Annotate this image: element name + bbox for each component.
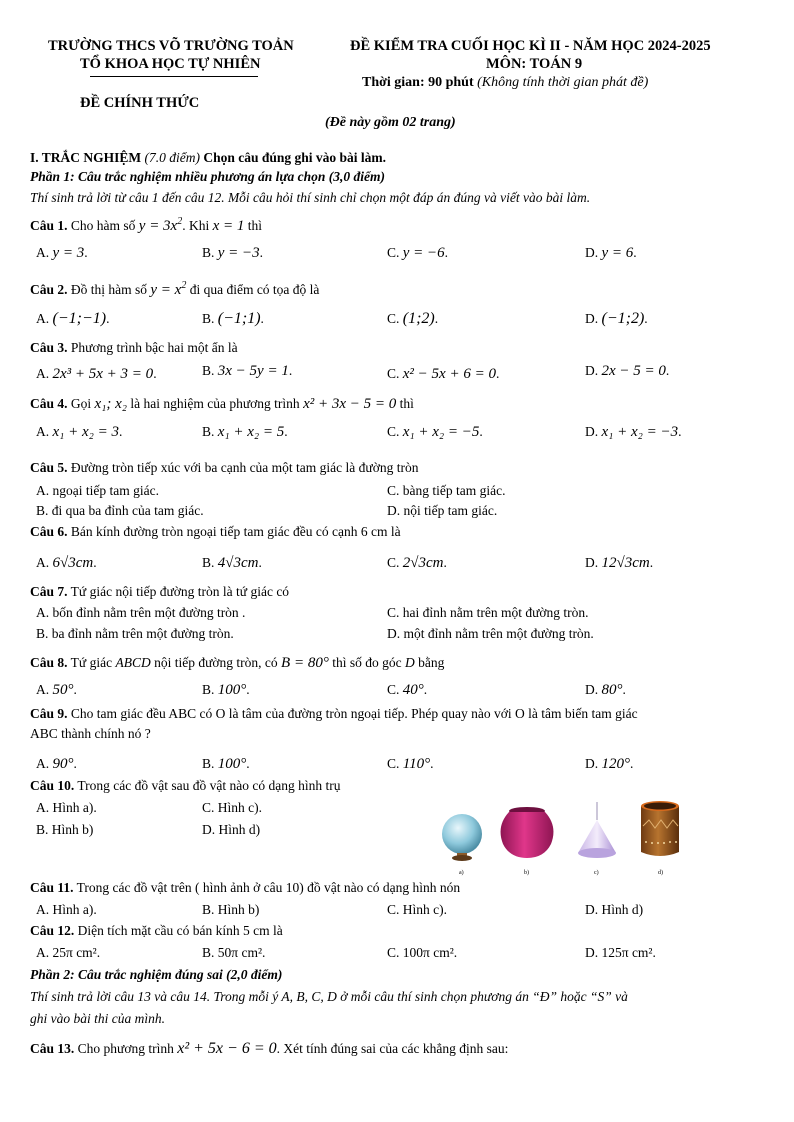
q3-option-d[interactable]: D. 2x − 5 = 0. xyxy=(585,363,670,379)
q8-label: Câu 8. xyxy=(30,655,68,670)
q8-option-a[interactable]: A. 50°. xyxy=(36,682,77,698)
q8-option-d[interactable]: D. 80°. xyxy=(585,682,626,698)
question-6 xyxy=(30,524,401,540)
department-name: TỔ KHOA HỌC TỰ NHIÊN xyxy=(80,56,261,72)
q6-option-b[interactable]: B. 4√3cm. xyxy=(202,555,262,571)
exam-title: ĐỀ KIỂM TRA CUỐI HỌC KÌ II - NĂM HỌC 2024-2025 xyxy=(350,38,711,54)
q4-option-a[interactable]: A. x₁ + x₂ = 3. xyxy=(36,424,123,440)
question-1: Câu 1. Cho hàm số $y = 3x^2$. Khi x = 1 thì xyxy=(30,216,263,234)
question-13: Câu 13. Cho phương trình x² + 5x − 6 = 0. Xét tính đúng sai của các khẳng định sau: xyxy=(30,1040,509,1057)
q2-option-a[interactable]: A. (−1;−1). xyxy=(36,310,110,327)
part1-title: Phần 1: Câu trắc nghiệm nhiều phương án lựa chọn (3,0 điểm) xyxy=(30,169,385,184)
q3-option-a[interactable]: A. 2x³ + 5x + 3 = 0. xyxy=(36,366,157,382)
question-11 xyxy=(30,880,460,896)
q11-text: Trong các đồ vật trên ( hình ảnh ở câu 10) đồ vật nào có dạng hình nón xyxy=(76,880,461,895)
q9-option-d[interactable]: D. 120°. xyxy=(585,756,634,772)
q9-text: Cho tam giác đều ABC có O là tâm của đường tròn ngoại tiếp. Phép quay nào với O là tâm biến tam giác xyxy=(70,706,638,721)
q1-option-b[interactable]: B. y = −3. xyxy=(202,245,264,261)
question-10 xyxy=(30,778,340,794)
q10-option-c[interactable]: C. Hình c). xyxy=(202,800,262,815)
cylinder-image xyxy=(641,801,679,856)
q13-equation: x² + 5x − 6 = 0 xyxy=(177,1040,277,1057)
question-12 xyxy=(30,923,283,939)
globe-image xyxy=(442,814,482,861)
part2-title: Phần 2: Câu trắc nghiệm đúng sai (2,0 điểm) xyxy=(30,967,283,982)
img-label-c: c) xyxy=(594,870,599,876)
q3-option-c[interactable]: C. x² − 5x + 6 = 0. xyxy=(387,366,500,382)
q9-option-c[interactable]: C. 110°. xyxy=(387,756,434,772)
section1-heading xyxy=(30,150,386,166)
q13-label: Câu 13. xyxy=(30,1041,75,1056)
q8-text: Tứ giác xyxy=(70,655,113,670)
question-5 xyxy=(30,460,418,476)
q3-option-b[interactable]: B. 3x − 5y = 1. xyxy=(202,363,293,379)
q7-label: Câu 7. xyxy=(30,584,68,599)
q11-option-d[interactable]: D. Hình d) xyxy=(585,902,644,917)
section1-points: (7.0 điểm) xyxy=(144,150,200,165)
q9-option-b[interactable]: B. 100°. xyxy=(202,756,250,772)
q1-option-c[interactable]: C. y = −6. xyxy=(387,245,449,261)
header-divider xyxy=(90,76,258,77)
question-9 xyxy=(30,706,638,722)
q5-option-c[interactable]: C. bàng tiếp tam giác. xyxy=(387,483,506,498)
time-note: (Không tính thời gian phát đề) xyxy=(477,75,649,90)
q12-option-b[interactable]: B. 50π cm². xyxy=(202,945,266,960)
q5-option-a[interactable]: A. ngoại tiếp tam giác. xyxy=(36,483,159,498)
q4-option-b[interactable]: B. x₁ + x₂ = 5. xyxy=(202,424,288,440)
subject: MÔN: TOÁN 9 xyxy=(486,56,583,72)
page-count: (Đề này gồm 02 trang) xyxy=(325,115,456,130)
q11-label: Câu 11. xyxy=(30,880,74,895)
q2-label: Câu 2. xyxy=(30,282,68,297)
part2-note-line2: ghi vào bài thi của mình. xyxy=(30,1011,165,1026)
section1-title: I. TRẮC NGHIỆM xyxy=(30,150,142,165)
part2-note-line1: Thí sinh trả lời câu 13 và câu 14. Trong mỗi ý A, B, C, D ở mỗi câu thí sinh chọn phương án “Đ” hoặc “S” và xyxy=(30,989,628,1004)
q9-label: Câu 9. xyxy=(30,706,68,721)
q9-text-cont: ABC thành chính nó ? xyxy=(30,726,151,741)
exam-time xyxy=(362,75,648,91)
q2-option-c[interactable]: C. (1;2). xyxy=(387,310,439,327)
q1-option-d[interactable]: D. y = 6. xyxy=(585,245,637,261)
question-3 xyxy=(30,340,238,356)
q4-option-d[interactable]: D. x₁ + x₂ = −3. xyxy=(585,424,682,440)
q8-angle: B = 80° xyxy=(281,655,329,671)
q12-text: Diện tích mặt cầu có bán kính 5 cm là xyxy=(77,923,283,938)
q7-option-c[interactable]: C. hai đỉnh nằm trên một đường tròn. xyxy=(387,605,589,620)
img-label-b: b) xyxy=(524,870,529,876)
q2-option-b[interactable]: B. (−1;1). xyxy=(202,310,264,327)
img-label-d: d) xyxy=(658,870,663,876)
q10-label: Câu 10. xyxy=(30,778,75,793)
question-7 xyxy=(30,584,289,600)
q7-text: Tứ giác nội tiếp đường tròn là tứ giác có xyxy=(70,584,290,599)
img-label-a: a) xyxy=(459,870,464,876)
q7-option-a[interactable]: A. bốn đỉnh nằm trên một đường tròn . xyxy=(36,605,246,620)
q1-formula: $y = 3x^2$ xyxy=(138,216,183,234)
q2-text: Đồ thị hàm số xyxy=(70,282,148,297)
q10-option-b[interactable]: B. Hình b) xyxy=(36,822,94,837)
part1-note: Thí sinh trả lời từ câu 1 đến câu 12. Mỗi câu hỏi thí sinh chỉ chọn một đáp án đúng và viết vào bài làm. xyxy=(30,190,591,205)
q1-text: Cho hàm số xyxy=(70,218,136,233)
q11-option-b[interactable]: B. Hình b) xyxy=(202,902,260,917)
q2-formula: $y = x^2$ xyxy=(150,280,187,298)
q1-condition: x = 1 xyxy=(212,218,245,234)
q2-option-d[interactable]: D. (−1;2). xyxy=(585,310,648,327)
q8-option-c[interactable]: C. 40°. xyxy=(387,682,428,698)
school-name: TRƯỜNG THCS VÕ TRƯỜNG TOẢN xyxy=(48,38,294,54)
q7-option-b[interactable]: B. ba đỉnh nằm trên một đường tròn. xyxy=(36,626,234,641)
q4-roots: x₁; x₂ xyxy=(94,396,128,412)
q10-objects-figure xyxy=(430,798,700,878)
q5-option-d[interactable]: D. nội tiếp tam giác. xyxy=(387,503,498,518)
q10-option-a[interactable]: A. Hình a). xyxy=(36,800,97,815)
q10-option-d[interactable]: D. Hình d) xyxy=(202,822,261,837)
question-2: Câu 2. Đồ thị hàm số $y = x^2$ đi qua điểm có tọa độ là xyxy=(30,280,320,298)
official-label: ĐỀ CHÍNH THỨC xyxy=(80,95,200,111)
q9-option-a[interactable]: A. 90°. xyxy=(36,756,77,772)
q5-text: Đường tròn tiếp xúc với ba cạnh của một tam giác là đường tròn xyxy=(70,460,419,475)
q3-label: Câu 3. xyxy=(30,340,68,355)
q8-option-b[interactable]: B. 100°. xyxy=(202,682,250,698)
q13-text: Cho phương trình xyxy=(77,1041,174,1056)
q12-option-a[interactable]: A. 25π cm². xyxy=(36,945,101,960)
question-8: Câu 8. Tứ giác ABCD nội tiếp đường tròn, có B = 80° thì số đo góc D bằng xyxy=(30,655,445,671)
section1-instruction: Chọn câu đúng ghi vào bài làm. xyxy=(203,150,387,165)
q6-option-a[interactable]: A. 6√3cm. xyxy=(36,555,97,571)
q1-option-a[interactable]: A. y = 3. xyxy=(36,245,88,261)
time-label: Thời gian: 90 phút xyxy=(362,75,474,90)
cone-image xyxy=(578,802,616,858)
q12-option-c[interactable]: C. 100π cm². xyxy=(387,945,458,960)
q12-label: Câu 12. xyxy=(30,923,75,938)
q4-equation: x² + 3x − 5 = 0 xyxy=(303,396,397,412)
q11-option-a[interactable]: A. Hình a). xyxy=(36,902,97,917)
q6-option-c[interactable]: C. 2√3cm. xyxy=(387,555,447,571)
q11-option-c[interactable]: C. Hình c). xyxy=(387,902,447,917)
q7-option-d[interactable]: D. một đỉnh nằm trên một đường tròn. xyxy=(387,626,594,641)
q10-text: Trong các đồ vật sau đồ vật nào có dạng hình trụ xyxy=(77,778,341,793)
q4-label: Câu 4. xyxy=(30,396,68,411)
q6-option-d[interactable]: D. 12√3cm. xyxy=(585,555,654,571)
q4-text: Gọi xyxy=(70,396,92,411)
question-4: Câu 4. Gọi x₁; x₂ là hai nghiệm của phương trình x² + 3x − 5 = 0 thì xyxy=(30,396,414,412)
q6-label: Câu 6. xyxy=(30,524,68,539)
pot-image xyxy=(501,807,554,858)
q5-label: Câu 5. xyxy=(30,460,68,475)
q3-text: Phương trình bậc hai một ẩn là xyxy=(70,340,238,355)
q1-label: Câu 1. xyxy=(30,218,68,233)
q6-text: Bán kính đường tròn ngoại tiếp tam giác đều có cạnh 6 cm là xyxy=(70,524,401,539)
q4-option-c[interactable]: C. x₁ + x₂ = −5. xyxy=(387,424,483,440)
q5-option-b[interactable]: B. đi qua ba đỉnh của tam giác. xyxy=(36,503,204,518)
q12-option-d[interactable]: D. 125π cm². xyxy=(585,945,656,960)
